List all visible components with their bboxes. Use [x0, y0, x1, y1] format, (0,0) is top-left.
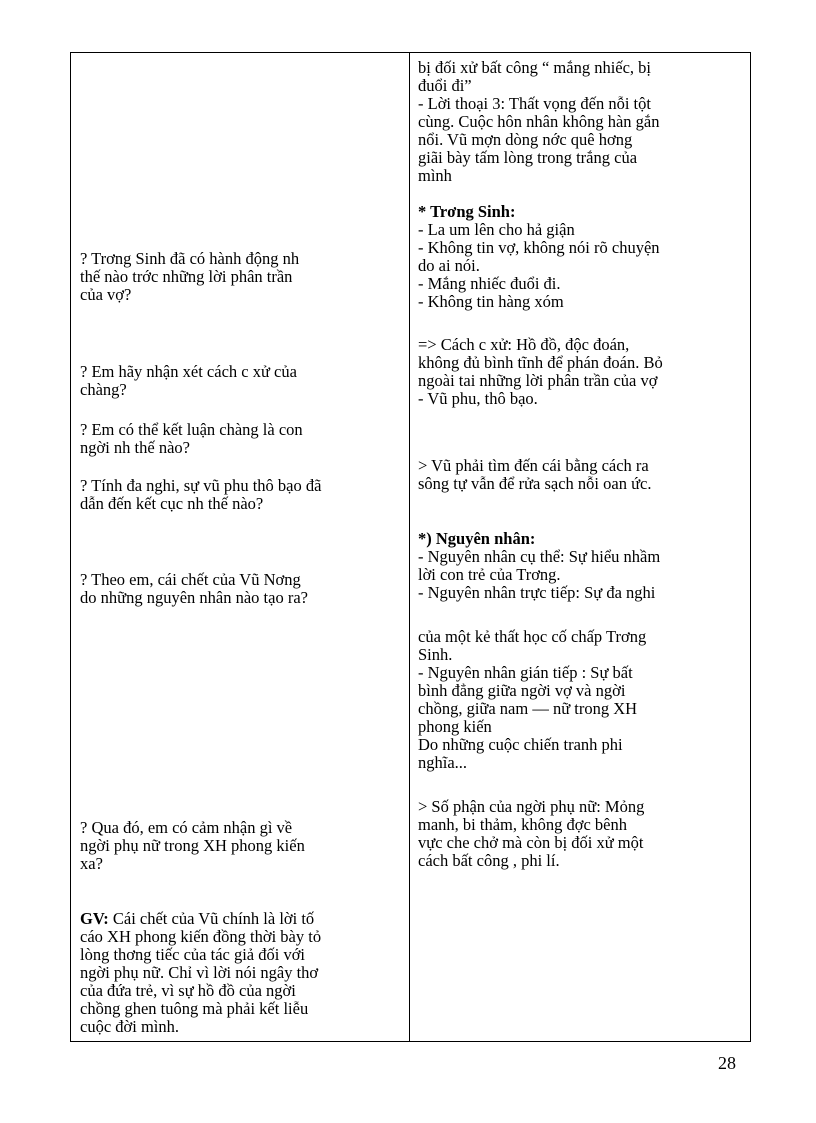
- text-line: của một kẻ thất học cố chấp Trơng: [418, 627, 647, 646]
- text-line: - Nguyên nhân gián tiếp : Sự bất: [418, 663, 633, 682]
- content-table: [70, 52, 751, 1042]
- question-character-conclusion: [80, 421, 402, 457]
- question-trong-sinh-reaction: [80, 250, 402, 304]
- text-line: nghĩa...: [418, 753, 468, 772]
- text-line: giãi bày tấm lòng trong trắng của: [418, 148, 638, 167]
- text-line: ngời phụ nữ. Chỉ vì lời nói ngây thơ: [80, 963, 319, 982]
- text-line: vực che chở mà còn bị đối xử một: [418, 833, 644, 852]
- text-line: ? Theo em, cái chết của Vũ Nơng: [80, 570, 301, 589]
- teacher-label: GV:: [80, 909, 109, 928]
- text-line: xa?: [80, 854, 103, 873]
- text-line: ? Trơng Sinh đã có hành động nh: [80, 249, 300, 268]
- text-line: - Mắng nhiếc đuổi đi.: [418, 274, 561, 293]
- text-line: nổi. Vũ mợn dòng nớc quê hơng: [418, 130, 633, 149]
- text-line: do những nguyên nhân nào tạo ra?: [80, 588, 308, 607]
- text-line: chồng ghen tuông mà phải kết liễu: [80, 999, 309, 1018]
- text-line: Sinh.: [418, 645, 453, 664]
- text-line: - Vũ phu, thô bạo.: [418, 389, 538, 408]
- answer-dialogue-analysis: [418, 59, 746, 185]
- text-line: sông tự vẫn để rửa sạch nỗi oan ức.: [418, 474, 652, 493]
- text-fragment: Cái chết của Vũ chính là lời tố: [108, 909, 315, 928]
- text-line: ? Qua đó, em có cảm nhận gì về: [80, 818, 293, 837]
- text-line: ngời nh thế nào?: [80, 438, 190, 457]
- text-line: cách bất công , phi lí.: [418, 851, 560, 870]
- question-cause-of-death: [80, 571, 402, 607]
- text-line: mình: [418, 166, 452, 185]
- answer-behavior: [418, 336, 746, 408]
- text-line: lòng thơng tiếc của tác giả đối với: [80, 945, 306, 964]
- text-line: ? Em có thể kết luận chàng là con: [80, 420, 303, 439]
- text-line: - Không tin vợ, không nói rõ chuyện: [418, 238, 660, 257]
- text-line: ? Em hãy nhận xét cách c xử của: [80, 362, 297, 381]
- answer-trong-sinh: [418, 203, 746, 311]
- text-line: không đủ bình tĩnh để phán đoán. Bỏ: [418, 353, 663, 372]
- section-heading: * Trơng Sinh:: [418, 202, 516, 221]
- text-line: - Nguyên nhân cụ thể: Sự hiểu nhầm: [418, 547, 661, 566]
- column-divider: [409, 53, 410, 1041]
- text-line: bình đẳng giữa ngời vợ và ngời: [418, 681, 626, 700]
- text-line: > Vũ phải tìm đến cái bằng cách ra: [418, 456, 649, 475]
- question-consequence: [80, 477, 402, 513]
- text-line: của vợ?: [80, 285, 132, 304]
- text-line: chàng?: [80, 380, 127, 399]
- text-line: ngoài tai những lời phân trần của vợ: [418, 371, 658, 390]
- text-line: ? Tính đa nghi, sự vũ phu thô bạo đã: [80, 476, 322, 495]
- text-line: chồng, giữa nam — nữ trong XH: [418, 699, 638, 718]
- text-line: cuộc đời mình.: [80, 1017, 179, 1036]
- question-behavior-comment: [80, 363, 402, 399]
- teacher-note: [80, 910, 402, 1036]
- text-line: => Cách c xử: Hồ đồ, độc đoán,: [418, 335, 630, 354]
- answer-causes: [418, 530, 746, 602]
- answer-women-fate: [418, 798, 746, 870]
- page-number: 28: [718, 1053, 736, 1073]
- text-line: > Số phận của ngời phụ nữ: Mỏng: [418, 797, 645, 816]
- answer-consequence: [418, 457, 746, 493]
- answer-causes-continued: [418, 628, 746, 772]
- text-line: - Lời thoại 3: Thất vọng đến nỗi tột: [418, 94, 651, 113]
- text-line: [80, 910, 402, 928]
- text-line: do ai nói.: [418, 256, 480, 275]
- section-heading: *) Nguyên nhân:: [418, 529, 536, 548]
- text-line: dẫn đến kết cục nh thế nào?: [80, 494, 264, 513]
- text-line: thế nào trớc những lời phân trần: [80, 267, 293, 286]
- text-line: đuổi đi”: [418, 76, 472, 95]
- text-line: lời con trẻ của Trơng.: [418, 565, 561, 584]
- text-line: - Không tin hàng xóm: [418, 292, 564, 311]
- text-line: - Nguyên nhân trực tiếp: Sự đa nghi: [418, 583, 656, 602]
- text-line: Do những cuộc chiến tranh phi: [418, 735, 623, 754]
- text-line: - La um lên cho hả giận: [418, 220, 575, 239]
- question-women-fate: [80, 819, 402, 873]
- text-line: của đứa trẻ, vì sự hồ đồ của ngời: [80, 981, 296, 1000]
- text-line: phong kiến: [418, 717, 492, 736]
- text-line: bị đối xử bất công “ mắng nhiếc, bị: [418, 58, 652, 77]
- text-line: cáo XH phong kiến đồng thời bày tỏ: [80, 927, 322, 946]
- text-line: ngời phụ nữ trong XH phong kiến: [80, 836, 305, 855]
- text-line: manh, bi thảm, không đợc bênh: [418, 815, 627, 834]
- text-line: cùng. Cuộc hôn nhân không hàn gắn: [418, 112, 660, 131]
